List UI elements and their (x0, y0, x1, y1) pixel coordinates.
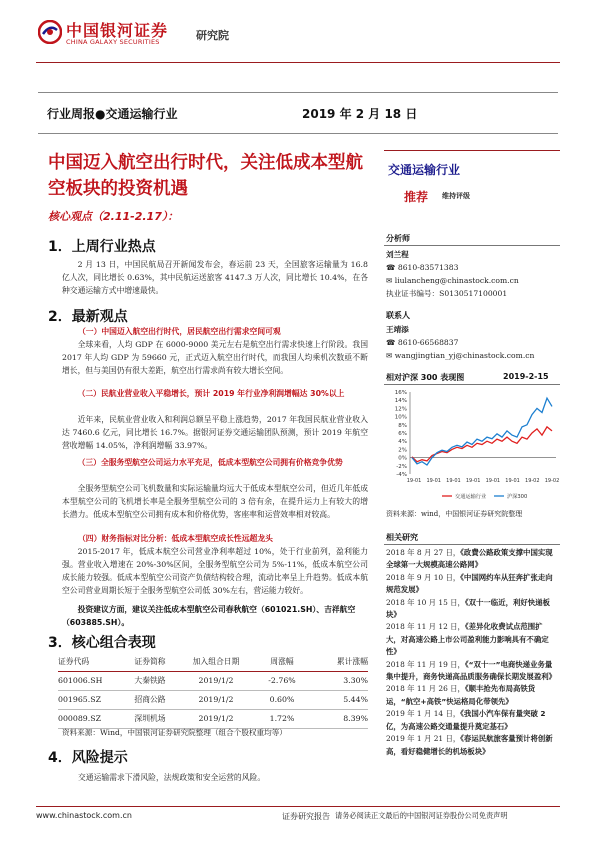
cell-week: 0.60% (269, 695, 295, 704)
chart-rule (384, 384, 560, 385)
sidebar-top-rule (384, 150, 560, 151)
y-tick-label: 4% (398, 439, 407, 446)
x-tick-label: 19-02 (544, 478, 560, 484)
header-rule (36, 62, 560, 63)
y-tick-label: -2% (396, 463, 407, 470)
y-tick-label: 0% (398, 455, 407, 462)
section2-p1: 全球来看，人均 GDP 在 6000-9000 美元左右是航空出行需求快速上行阶段。我国 2017 年人均 GDP 为 59660 元，正式迈入航空出行时代，而我国人均乘机次数亟不断增长，但与美国仍有很大差距，航空出行需求尚有较大增长空间。 (62, 340, 368, 375)
table-row (58, 671, 368, 690)
report-date: 2019 年 2 月 18 日 (302, 107, 418, 121)
y-tick-label: 6% (398, 431, 407, 437)
table-row (58, 690, 368, 709)
analyst-label: 分析师 (386, 234, 410, 243)
contact-email: wangjingtian_yj@chinastock.com.cn (394, 351, 535, 360)
col-name: 证券简称 (134, 656, 166, 666)
contact-phone-row (386, 337, 458, 349)
section2-p2: 近年来，民航业营业收入和利润总额呈平稳上涨趋势，2017 年我国民航业营业收入达 7460.6 亿元，同比增长 16.7%。据银河证券交通运输团队预测，预计 2019 年航空营收增幅 14.05%，净利润增幅 33.97%。 (62, 415, 368, 450)
cell-date: 2019/1/2 (198, 676, 234, 685)
footer-url: www.chinastock.com.cn (36, 811, 132, 820)
section4-heading: 4．风险提示 (48, 750, 128, 766)
chart-title: 相对沪深 300 表现图 (386, 373, 465, 382)
section1-heading: 1．上周行业热点 (48, 239, 156, 255)
chart-date: 2019-2-15 (503, 372, 549, 381)
footer-mid: 证券研究报告 (282, 812, 330, 821)
analyst1-email-row (386, 275, 519, 287)
related-item (386, 572, 556, 597)
x-tick-label: 19-01 (465, 478, 481, 484)
cell-cum: 3.30% (343, 676, 368, 685)
related-title: 《春运民航旅客量预计将创新高，看好稳健增长的机场板块》 (386, 734, 553, 756)
analyst1-cert: 执业证书编号：S0130517100001 (386, 289, 508, 298)
y-tick-label: 16% (394, 390, 407, 396)
analyst1-name: 刘兰程 (386, 250, 409, 259)
related-title: 《我国小汽车保有量突破 2 亿，为高速公路交通量提升奠定基石》 (386, 709, 546, 731)
related-title: 《中国网约车从狂奔扩张走向规范发展》 (386, 572, 553, 595)
col-date: 加入组合日期 (192, 656, 240, 666)
x-tick-label: 19-01 (505, 478, 520, 484)
related-date: 2018 年 11 月 26 日， (386, 684, 465, 694)
email-icon: ✉ (386, 351, 395, 360)
y-tick-label: 8% (398, 422, 407, 429)
section1-body: 2 月 13 日，中国民航局召开新闻发布会，春运前 23 天，全国旅客运输量为 16.8 亿人次，同比增长 0.63%，其中民航运送旅客 4147.3 万人次，同比增长 10.4%，在各种交通运输方式中增速最快。 (62, 260, 368, 295)
related-date: 2018 年 9 月 10 日， (386, 572, 461, 582)
phone-icon: ☎ (386, 263, 398, 272)
related-item (386, 708, 556, 733)
section2-p4: 2015-2017 年，低成本航空公司营业净利率超过 10%，处于行业前列，盈利能力强。营业收入增速在 20%-30%区间，全服务型航空公司为 5%-11%，低成本航空公司成长能力较强。低成本型航空公司资产负债结构较合理，流动比率呈上升趋势。低成本航空公司营业周期长短于全服务型航空公司低 30%左右，营运能力较好。 (62, 547, 368, 595)
related-title: 《双十一临近，利好快递板块》 (386, 597, 550, 620)
table-source: 资料来源：Wind，中国银河证券研究院整理（组合个股权重均等） (62, 728, 287, 737)
logo-text-cn: 中国银河证券 (66, 21, 169, 40)
core-view-label: 核心观点（2.11-2.17）： (48, 210, 179, 223)
phone-icon: ☎ (386, 338, 398, 347)
x-tick-label: 19-01 (406, 478, 422, 484)
related-title: 《差异化收费试点范围扩大，对高速公路上市公司盈利能力影响具有不确定性》 (386, 622, 549, 657)
related-rule (384, 544, 560, 545)
related-item (386, 659, 556, 684)
footer-rule (36, 806, 560, 807)
analyst1-email: liulancheng@chinastock.com.cn (394, 276, 519, 285)
institute-label: 研究院 (196, 29, 229, 42)
section2-sub1: （一）中国迈入航空出行时代，居民航空出行需求空间可观 (78, 327, 281, 336)
legend-label: 交通运输行业 (455, 494, 487, 500)
x-tick-label: 19-01 (446, 478, 461, 484)
contact-label: 联系人 (386, 311, 410, 320)
sidebar-industry: 交通运输行业 (388, 163, 461, 177)
performance-chart (384, 388, 560, 504)
report-title: 中国迈入航空出行时代，关注低成本型航空板块的投资机遇 (48, 153, 363, 199)
cell-cum: 5.44% (343, 695, 368, 704)
related-date: 2019 年 1 月 21 日， (386, 734, 461, 744)
cell-date: 2019/1/2 (198, 695, 234, 704)
cell-name: 大秦铁路 (134, 676, 166, 685)
cell-code: 601006.SH (58, 676, 103, 685)
investment-advice: 投资建议方面，建议关注低成本型航空公司春秋航空（601021.SH）、吉祥航空（603885.SH）。 (62, 605, 356, 627)
related-title: 《顺丰抢先布局高铁货运，“航空+高铁”快运格局化带领先》 (386, 684, 536, 706)
email-icon: ✉ (386, 276, 395, 285)
related-list (386, 547, 556, 758)
x-tick-label: 19-01 (485, 478, 501, 484)
logo-text-en: CHINA GALAXY SECURITIES (66, 38, 160, 46)
section2-p3: 全服务型航空公司飞机数量和实际运输量均远大于低成本型航空公司，但近几年低成本型航空公司的飞机增长率是全服务型航空公司的 3 倍有余，在提升运力上有较大的增长潜力。低成本型航空公司拥有成本和价格优势，客座率和运营效率相对较高。 (62, 484, 368, 519)
cell-week: -2.76% (268, 676, 296, 685)
y-tick-label: 10% (394, 414, 407, 421)
contact-name: 王靖添 (386, 325, 409, 334)
related-item (386, 683, 556, 708)
related-date: 2018 年 11 月 19 日， (386, 659, 465, 669)
related-item (386, 621, 556, 658)
x-tick-label: 19-02 (525, 478, 540, 484)
sidebar-rating-note: 维持评级 (442, 191, 470, 200)
related-date: 2018 年 10 月 15 日， (386, 597, 465, 607)
y-tick-label: 12% (394, 406, 407, 413)
section2-sub4: （四）财务指标对比分析：低成本型航空成长性远超龙头 (78, 534, 273, 543)
analyst1-phone: 8610-83571383 (397, 263, 459, 272)
y-tick-label: 14% (394, 398, 407, 405)
chart-source: 资料来源：wind，中国银河证券研究院整理 (386, 510, 523, 518)
cell-code: 001965.SZ (58, 695, 102, 704)
related-title: 《“双十一”电商快递业务量集中提升，商务快递高品质服务确保长期发展盈利》 (386, 659, 556, 682)
related-item (386, 733, 556, 758)
related-item (386, 547, 556, 572)
section4-body: 交通运输需求下滑风险，法规政策和安全运营的风险。 (78, 773, 266, 782)
galaxy-logo-icon (38, 20, 62, 44)
cell-code: 000089.SZ (58, 714, 102, 723)
analyst1-phone-row (386, 262, 458, 274)
y-tick-label: 2% (398, 447, 407, 454)
col-code: 证券代码 (58, 656, 90, 666)
contact-email-row (386, 350, 534, 362)
section2-heading: 2．最新观点 (48, 309, 128, 325)
table-header-row (58, 652, 368, 671)
analyst-rule (384, 245, 560, 246)
contact-phone: 8610-66568837 (397, 338, 459, 347)
legend-label: 沪深300 (507, 494, 528, 500)
related-date: 2018 年 8 月 27 日， (386, 548, 461, 557)
related-date: 2018 年 11 月 12 日， (386, 622, 465, 632)
section2-sub2: （二）民航业营业收入平稳增长，预计 2019 年行业净利润增幅达 30%以上 (77, 389, 345, 398)
col-cum: 累计涨幅 (336, 656, 368, 666)
cell-date: 2019/1/2 (198, 714, 234, 723)
section3-heading: 3．核心组合表现 (48, 635, 156, 651)
cell-cum: 8.39% (343, 714, 368, 723)
report-type: 行业周报●交通运输行业 (47, 107, 178, 121)
y-tick-label: -4% (396, 472, 407, 478)
related-date: 2019 年 1 月 14 日， (386, 709, 461, 719)
section2-sub3: （三）全服务型航空公司运力水平充足，低成本型航空公司拥有价格竞争优势 (77, 458, 343, 467)
footer-disclaimer: 请务必阅读正文最后的中国银河证券股份公司免责声明 (335, 811, 508, 820)
related-title: 《政費公路政策支撑中国实现全球第一大规模高速公路网》 (386, 548, 553, 570)
col-week: 周涨幅 (270, 656, 294, 666)
x-tick-label: 19-01 (426, 478, 441, 484)
cell-week: 1.72% (269, 714, 295, 723)
cell-name: 招商公路 (134, 695, 166, 704)
related-item (386, 597, 556, 622)
sidebar-rating: 推荐 (404, 190, 429, 204)
portfolio-table (58, 652, 368, 729)
cell-name: 深圳机场 (134, 714, 166, 723)
related-label: 相关研究 (386, 533, 418, 542)
